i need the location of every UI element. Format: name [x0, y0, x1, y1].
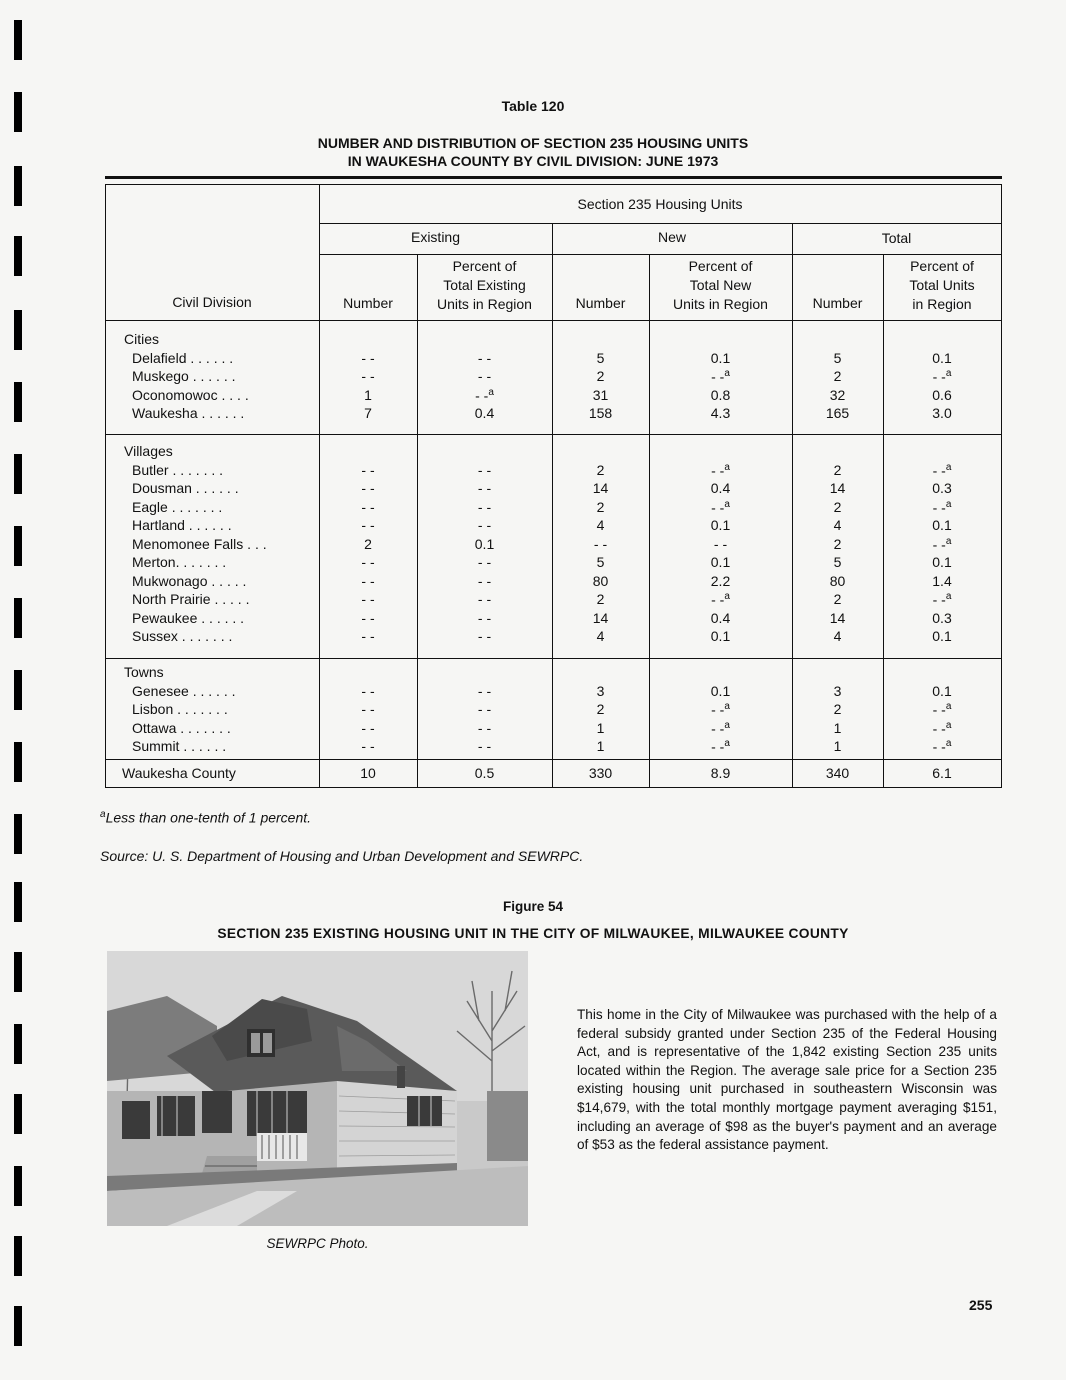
row-division: Merton. . . . . . . — [132, 554, 227, 570]
row-value-ex-num: - - — [361, 517, 375, 533]
row-value-tot-pct: 3.0 — [932, 405, 952, 421]
row-value-ex-num: - - — [361, 628, 375, 644]
photo-credit: SEWRPC Photo. — [266, 1236, 369, 1251]
row-value-ex-pct: - - — [477, 701, 492, 717]
row-value-new-num: 14 — [592, 609, 609, 626]
header-existing: Existing — [410, 229, 461, 245]
figure-title: SECTION 235 EXISTING HOUSING UNIT IN THE CITY OF MILWAUKEE, MILWAUKEE COUNTY — [217, 926, 849, 941]
group-heading: Villages — [124, 443, 173, 459]
row-value-tot-pct: 0.1 — [932, 554, 952, 570]
row-value-new-pct: - -$^a$ — [711, 738, 730, 755]
row-value-tot-num: 2 — [833, 498, 842, 515]
row-value-new-num: 3 — [596, 682, 605, 699]
row-value-tot-num: 5 — [833, 349, 842, 366]
total-row-ex-pct: 0.5 — [474, 765, 495, 781]
row-division: Summit . . . . . . — [132, 738, 227, 754]
row-value-tot-num: 165 — [825, 405, 850, 421]
header-civil-division: Civil Division — [172, 294, 252, 310]
row-value-new-num: 2 — [596, 701, 605, 717]
row-value-new-pct: 0.1 — [710, 517, 731, 533]
footnote: $^a$Less than one-tenth of 1 percent. — [100, 809, 312, 826]
row-value-new-num: 1 — [596, 719, 605, 736]
row-value-ex-num: - - — [361, 719, 375, 736]
row-value-new-pct: 0.1 — [710, 628, 731, 644]
row-value-ex-pct: - - — [477, 554, 492, 570]
row-value-new-pct: - -$^a$ — [711, 498, 730, 516]
row-value-tot-pct: - -$^a$ — [932, 461, 952, 479]
row-value-ex-num: - - — [361, 461, 375, 478]
row-division: Muskego . . . . . . — [132, 368, 236, 384]
row-division: Delafield . . . . . . — [132, 349, 234, 366]
row-value-ex-num: 1 — [364, 386, 372, 403]
row-division: Dousman . . . . . . — [132, 480, 239, 496]
header-total-percent: Percent of Total Units in Region — [909, 258, 975, 312]
row-division: Butler . . . . . . . — [132, 461, 224, 478]
row-value-new-pct: 0.1 — [710, 554, 731, 570]
row-value-tot-pct: 0.1 — [932, 682, 952, 699]
row-value-tot-num: 1 — [833, 738, 842, 754]
row-value-ex-pct: - - — [477, 609, 492, 626]
row-value-tot-pct: - -$^a$ — [932, 701, 952, 718]
house-photo — [107, 951, 528, 1226]
row-value-tot-num: 2 — [833, 591, 842, 607]
row-value-new-pct: - -$^a$ — [711, 368, 730, 385]
row-value-new-pct: 0.8 — [710, 386, 731, 403]
row-value-tot-pct: 0.3 — [932, 480, 952, 496]
row-value-ex-pct: 0.1 — [474, 535, 495, 552]
row-value-ex-pct: - - — [477, 719, 492, 736]
row-value-new-pct: - -$^a$ — [711, 461, 730, 479]
row-value-new-pct: - -$^a$ — [711, 701, 730, 718]
row-value-new-pct: 0.4 — [710, 480, 731, 496]
row-value-new-pct: 0.1 — [710, 682, 731, 699]
figure-label: Figure 54 — [502, 899, 564, 914]
row-value-tot-num: 80 — [829, 572, 846, 589]
row-value-ex-pct: - -$^a$ — [475, 386, 494, 404]
row-value-tot-pct: 0.6 — [932, 386, 952, 403]
row-value-tot-pct: 0.1 — [932, 517, 952, 533]
total-row-new-num: 330 — [588, 765, 613, 781]
header-new-number: Number — [575, 295, 626, 311]
row-value-ex-num: - - — [361, 368, 375, 384]
row-value-new-num: 4 — [596, 517, 605, 533]
row-value-tot-num: 14 — [829, 609, 846, 626]
row-value-new-pct: 4.3 — [710, 405, 731, 421]
row-value-ex-pct: - - — [477, 738, 492, 754]
row-value-new-num: 4 — [596, 628, 605, 644]
header-new-percent: Percent of Total New Units in Region — [673, 258, 768, 312]
header-existing-number: Number — [343, 295, 393, 311]
row-value-new-num: 14 — [592, 480, 609, 496]
row-value-new-num: 1 — [596, 738, 605, 754]
row-value-tot-num: 4 — [833, 628, 842, 644]
header-new: New — [657, 229, 686, 245]
total-row-ex-num: 10 — [360, 765, 376, 781]
row-value-new-pct: 0.1 — [710, 349, 731, 366]
row-value-tot-pct: - -$^a$ — [932, 591, 952, 608]
row-value-ex-num: 7 — [364, 405, 372, 421]
row-value-ex-num: - - — [361, 572, 375, 589]
row-value-ex-pct: - - — [477, 591, 492, 607]
row-division: Menomonee Falls . . . — [132, 535, 267, 552]
row-division: Pewaukee . . . . . . — [132, 609, 245, 626]
footnote-mark: a — [100, 809, 106, 820]
row-value-tot-num: 1 — [833, 719, 842, 736]
row-value-tot-num: 2 — [833, 368, 842, 384]
row-value-ex-pct: - - — [477, 498, 492, 515]
group-heading: Cities — [124, 331, 160, 347]
table-title-line-2: IN WAUKESHA COUNTY BY CIVIL DIVISION: JUNE 1973 — [347, 153, 719, 169]
row-value-tot-pct: 0.3 — [932, 609, 952, 626]
row-value-new-num: 31 — [592, 386, 609, 403]
row-division: Waukesha . . . . . . — [132, 405, 245, 421]
group-heading: Towns — [124, 664, 164, 680]
row-value-tot-num: 5 — [833, 554, 842, 570]
row-value-ex-pct: - - — [477, 461, 492, 478]
page-number: 255 — [969, 1297, 993, 1313]
row-value-tot-num: 2 — [833, 461, 842, 478]
table-title-line-1: NUMBER AND DISTRIBUTION OF SECTION 235 HOUSING UNITS — [317, 135, 749, 151]
row-value-tot-pct: 0.1 — [932, 628, 952, 644]
row-value-new-num: 158 — [588, 405, 613, 421]
row-value-tot-pct: - -$^a$ — [932, 498, 952, 516]
row-division: Ottawa . . . . . . . — [132, 719, 231, 736]
header-total: Total — [881, 230, 912, 246]
row-division: North Prairie . . . . . — [132, 591, 250, 607]
row-division: Mukwonago . . . . . — [132, 572, 247, 589]
row-value-ex-num: - - — [361, 349, 375, 366]
row-value-new-num: - - — [593, 535, 608, 552]
row-value-new-num: 5 — [596, 349, 605, 366]
row-division: Lisbon . . . . . . . — [132, 701, 228, 717]
header-section-235: Section 235 Housing Units — [577, 196, 743, 212]
row-value-new-num: 2 — [596, 591, 605, 607]
row-value-tot-pct: - -$^a$ — [932, 738, 952, 755]
row-value-ex-num: - - — [361, 480, 375, 496]
row-value-ex-pct: - - — [477, 517, 492, 533]
row-value-tot-pct: - -$^a$ — [932, 535, 952, 553]
row-value-new-pct: 2.2 — [710, 572, 731, 589]
row-value-ex-pct: - - — [477, 628, 492, 644]
header-existing-percent: Percent of Total Existing Units in Region — [437, 258, 532, 312]
row-value-ex-pct: 0.4 — [474, 405, 495, 421]
row-value-ex-pct: - - — [477, 682, 492, 699]
row-value-ex-num: - - — [361, 498, 375, 515]
row-value-ex-num: - - — [361, 738, 375, 754]
row-value-tot-num: 2 — [833, 535, 842, 552]
row-value-ex-pct: - - — [477, 572, 492, 589]
row-value-new-num: 5 — [596, 554, 605, 570]
row-value-tot-num: 2 — [833, 701, 842, 717]
row-value-tot-num: 4 — [833, 517, 842, 533]
row-division: Sussex . . . . . . . — [132, 628, 233, 644]
total-row-new-pct: 8.9 — [710, 765, 731, 781]
row-value-new-num: 2 — [596, 498, 605, 515]
row-value-ex-num: 2 — [364, 535, 372, 552]
row-value-ex-num: - - — [361, 682, 375, 699]
row-value-tot-num: 14 — [829, 480, 846, 496]
figure-caption: This home in the City of Milwaukee was purchased with the help of a federal subsidy granted under Section 235 of the Federal Housing Act, and is representative of the 1,842 existing Section 235 units located within the Region. The average sale price for a Section 235 existing housing unit purchased in southeastern Wisconsin was $14,679, with the total monthly mortgage payment averaging $151, including an average of $98 as the buyer's payment and an average of $53 as the federal assistance payment. — [577, 1007, 997, 1153]
row-value-new-pct: - -$^a$ — [711, 719, 730, 737]
row-value-ex-num: - - — [361, 591, 375, 607]
row-value-new-num: 2 — [596, 461, 605, 478]
total-row-tot-num: 340 — [825, 765, 850, 781]
row-division: Oconomowoc . . . . — [132, 386, 249, 403]
row-value-new-num: 80 — [592, 572, 609, 589]
row-value-ex-num: - - — [361, 554, 375, 570]
header-total-number: Number — [812, 295, 863, 311]
row-value-ex-pct: - - — [477, 349, 492, 366]
row-value-tot-num: 3 — [833, 682, 842, 699]
row-value-ex-pct: - - — [477, 480, 492, 496]
source-note: Source: U. S. Department of Housing and Urban Development and SEWRPC. — [100, 848, 584, 864]
row-value-new-pct: - - — [713, 535, 728, 552]
row-division: Hartland . . . . . . — [132, 517, 232, 533]
row-value-ex-num: - - — [361, 609, 375, 626]
row-division: Genesee . . . . . . — [132, 682, 236, 699]
row-value-tot-num: 32 — [829, 386, 846, 403]
row-division: Eagle . . . . . . . — [132, 498, 223, 515]
row-value-tot-pct: 0.1 — [932, 349, 952, 366]
row-value-new-pct: 0.4 — [710, 609, 731, 626]
row-value-ex-pct: - - — [477, 368, 492, 384]
row-value-ex-num: - - — [361, 701, 375, 717]
total-row-division: Waukesha County — [122, 765, 236, 781]
row-value-tot-pct: - -$^a$ — [932, 368, 952, 385]
row-value-tot-pct: 1.4 — [932, 572, 952, 589]
row-value-tot-pct: - -$^a$ — [932, 719, 952, 737]
table-label: Table 120 — [501, 98, 565, 114]
row-value-new-num: 2 — [596, 368, 605, 384]
total-row-tot-pct: 6.1 — [932, 765, 952, 781]
row-value-new-pct: - -$^a$ — [711, 591, 730, 608]
